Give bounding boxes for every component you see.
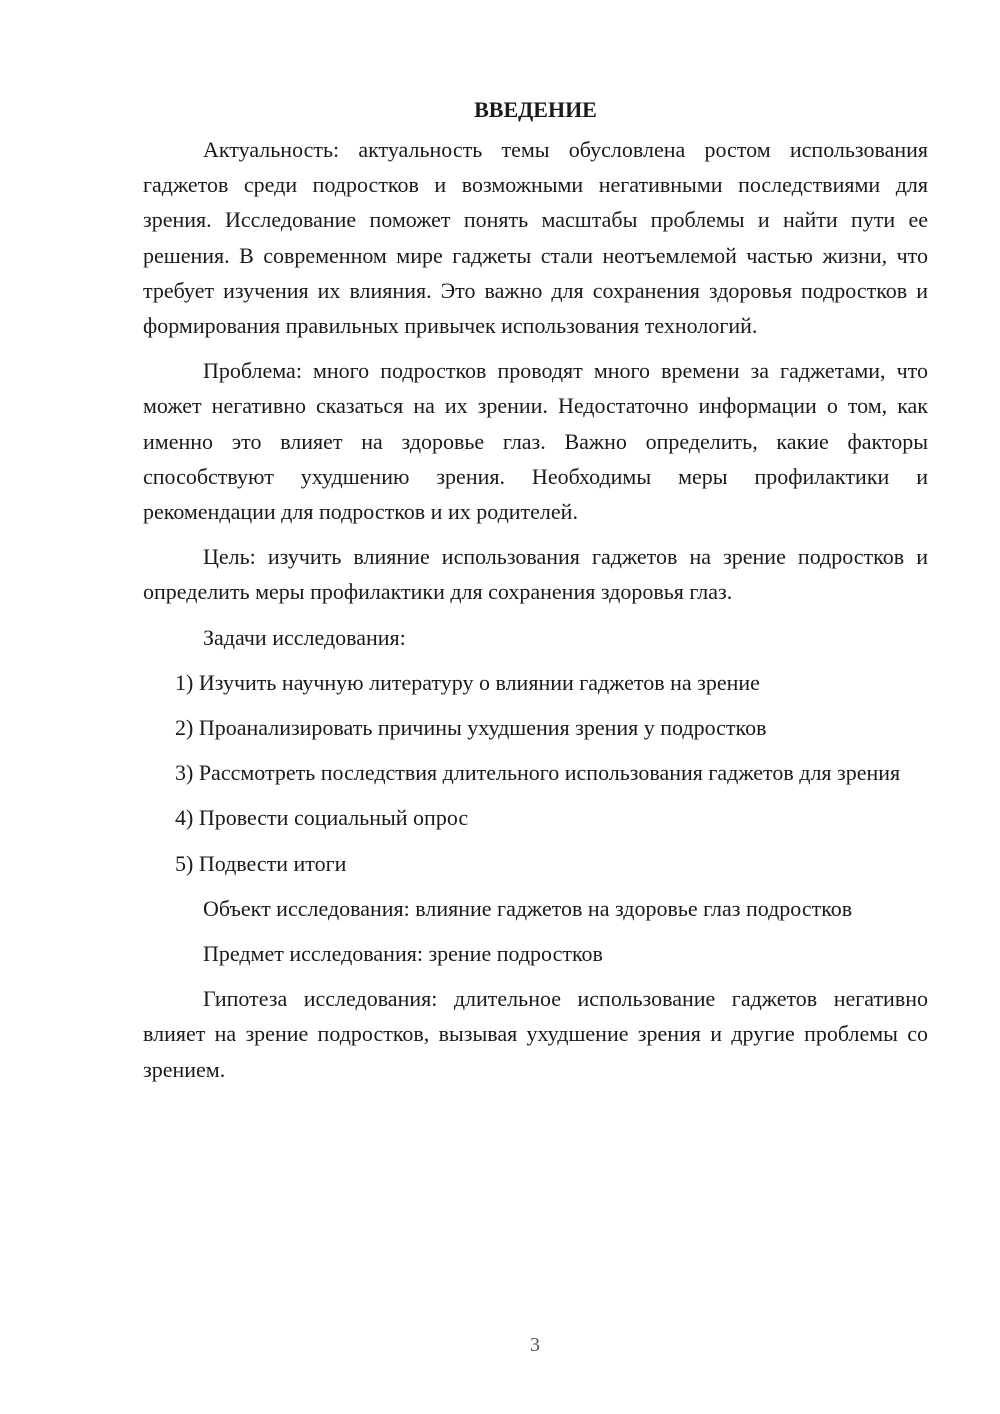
task-item: 5) Подвести итоги [175,850,347,876]
object-paragraph: Объект исследования: влияние гаджетов на здоровье глаз подростков [203,895,853,921]
task-item: 2) Проанализировать причины ухудшения зрения у подростков [175,715,767,741]
subject-paragraph: Предмет исследования: зрение подростков [203,941,603,967]
task-item: 4) Провести социальный опрос [175,805,469,831]
page-number: 3 [530,1334,540,1356]
relevance-paragraph: Актуальность: актуальность темы обусловлена ростом использования гаджетов среди подростков и возможными негативными последствиями для зрения. Исследование поможет понять масштабы проблемы и найти пути ее решения. В современном мире гаджеты стали неотъемлемой частью жизни, что требует изучения их влияния. Это важно для сохранения здоровья подростков и формирования правильных привычек использования технологий. [143,137,928,339]
section-heading: ВВЕДЕНИЕ [474,97,597,122]
task-item: 1) Изучить научную литературу о влиянии гаджетов на зрение [175,669,760,695]
hypothesis-paragraph: Гипотеза исследования: длительное использование гаджетов негативно влияет на зрение подростков, вызывая ухудшение зрения и другие проблемы со зрением. [143,986,928,1082]
task-item: 3) Рассмотреть последствия длительного использования гаджетов для зрения [175,760,901,786]
problem-paragraph: Проблема: много подростков проводят много времени за гаджетами, что может негативно сказаться на их зрении. Недостаточно информации о том, как именно это влияет на здоровье глаз. Важно определить, какие факторы способствуют ухудшению зрения. Необходимы меры профилактики и рекомендации для подростков и их родителей. [143,358,928,525]
page-content [143,92,928,1087]
goal-paragraph: Цель: изучить влияние использования гаджетов на зрение подростков и определить меры профилактики для сохранения здоровья глаз. [143,544,928,605]
tasks-title: Задачи исследования: [203,624,406,650]
